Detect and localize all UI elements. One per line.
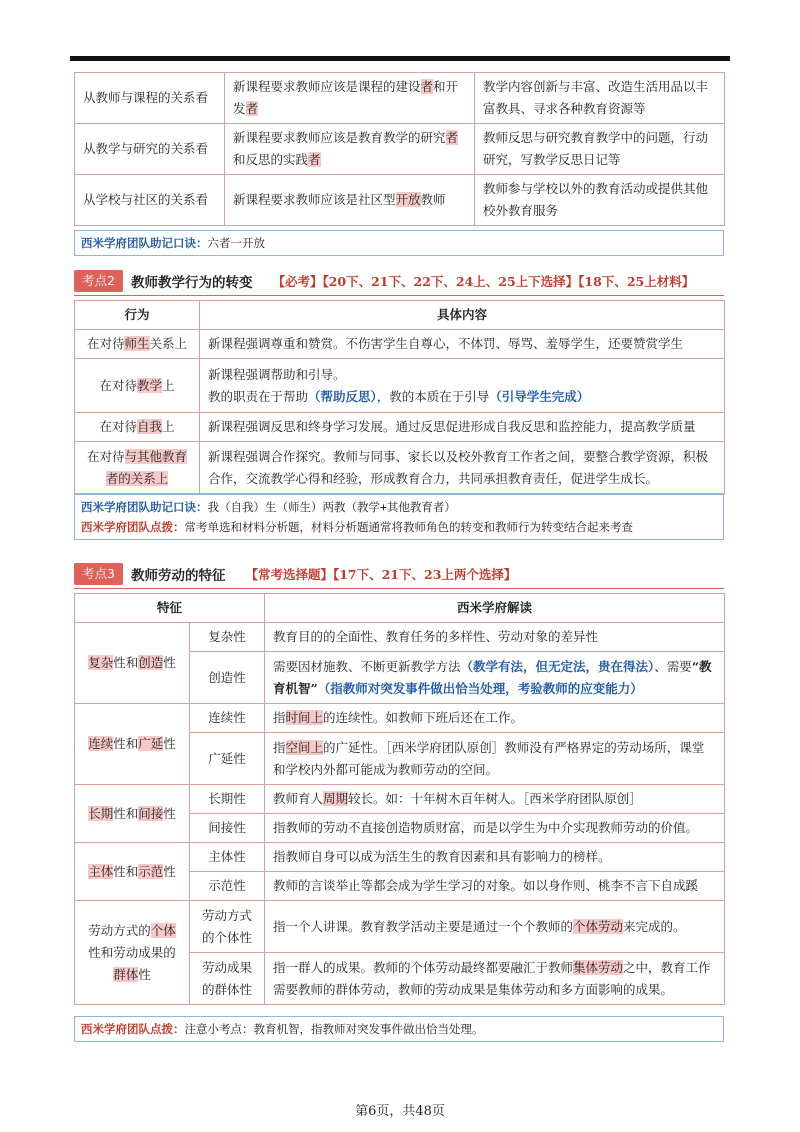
teacher-role-table — [74, 72, 725, 226]
feature-group: 主体性和示范性 — [75, 843, 190, 901]
feature-name: 主体性 — [190, 843, 265, 872]
mnemonic-note-2: 西米学府团队助记口诀：我（自我）生（师生）两教（教学+其他教育者） 西米学府团队点拨：常考单选和材料分析题，材料分析题通常将教师角色的转变和教师行为转变结合起来考查 — [74, 494, 724, 540]
row-header: 从学校与社区的关系看 — [75, 175, 225, 226]
section-title: 教师教学行为的转变 — [130, 275, 253, 291]
feature-name: 复杂性 — [190, 623, 265, 652]
section-3-header — [74, 563, 724, 585]
feature-desc: 教育目的的全面性、教育任务的多样性、劳动对象的差异性 — [265, 623, 725, 652]
feature-name: 劳动方式的个体性 — [190, 901, 265, 953]
role-cell: 新课程要求教师应该是教育教学的研究者和反思的实践者 — [225, 124, 475, 175]
table-header-row — [75, 301, 725, 330]
behavior-cell: 在对待师生关系上 — [75, 330, 200, 359]
column-header: 特征 — [75, 594, 265, 623]
feature-desc: 需要因材施教、不断更新教学方法（教学有法，但无定法，贵在得法）、需要“教育机智”（指教师对突发事件做出恰当处理，考验教师的应变能力） — [265, 652, 725, 704]
content-cell: 新课程强调合作探究。教师与同事、家长以及校外教育工作者之间，要整合教学资源，积极合作，交流教学心得和经验，形成教育合力，共同承担教育责任，促进学生成长。 — [200, 442, 725, 494]
table-row — [75, 124, 725, 175]
table-row — [75, 359, 725, 413]
table-row — [75, 73, 725, 124]
detail-cell: 教师反思与研究教育教学中的问题，行动研究，写教学反思日记等 — [475, 124, 725, 175]
table-row — [75, 623, 725, 652]
feature-name: 长期性 — [190, 785, 265, 814]
table-header-row — [75, 594, 725, 623]
feature-name: 劳动成果的群体性 — [190, 953, 265, 1005]
column-header: 具体内容 — [200, 301, 725, 330]
content-cell: 新课程强调反思和终身学习发展。通过反思促进形成自我反思和监控能力，提高教学质量 — [200, 413, 725, 442]
detail-cell: 教学内容创新与丰富、改造生活用品以丰富教具、寻求各种教育资源等 — [475, 73, 725, 124]
teacher-labor-table — [74, 593, 725, 1005]
feature-desc: 指一个人讲课。教育教学活动主要是通过一个个教师的个体劳动来完成的。 — [265, 901, 725, 953]
feature-name: 连续性 — [190, 704, 265, 733]
column-header: 西米学府解读 — [265, 594, 725, 623]
feature-group: 复杂性和创造性 — [75, 623, 190, 704]
feature-desc: 指时间上的连续性。如教师下班后还在工作。 — [265, 704, 725, 733]
feature-desc: 指教师自身可以成为活生生的教育因素和具有影响力的榜样。 — [265, 843, 725, 872]
feature-desc: 指一群人的成果。教师的个体劳动最终都要融汇于教师集体劳动之中，教育工作需要教师的群体劳动，教师的劳动成果是集体劳动和多方面影响的成果。 — [265, 953, 725, 1005]
table-row — [75, 413, 725, 442]
section-meta: 【常考选择题】【17下、21下、23上两个选择】 — [245, 567, 517, 582]
feature-name: 间接性 — [190, 814, 265, 843]
content-cell: 新课程强调尊重和赞赏。不伤害学生自尊心，不体罚、辱骂、羞辱学生，还要赞赏学生 — [200, 330, 725, 359]
teaching-behavior-table — [74, 300, 725, 494]
feature-name: 示范性 — [190, 872, 265, 901]
row-header: 从教师与课程的关系看 — [75, 73, 225, 124]
feature-name: 创造性 — [190, 652, 265, 704]
feature-desc: 教师育人周期较长。如：十年树木百年树人。［西米学府团队原创］ — [265, 785, 725, 814]
feature-group: 长期性和间接性 — [75, 785, 190, 843]
table-row — [75, 785, 725, 814]
role-cell: 新课程要求教师应该是课程的建设者和开发者 — [225, 73, 475, 124]
section-2-header — [74, 270, 724, 292]
table-row — [75, 442, 725, 494]
top-rule — [70, 56, 730, 61]
behavior-cell: 在对待与其他教育者的关系上 — [75, 442, 200, 494]
feature-desc: 教师的言谈举止等都会成为学生学习的对象。如以身作则、桃李不言下自成蹊 — [265, 872, 725, 901]
table-row — [75, 330, 725, 359]
detail-cell: 教师参与学校以外的教育活动或提供其他校外教育服务 — [475, 175, 725, 226]
tip-note-3: 西米学府团队点拨：注意小考点：教育机智，指教师对突发事件做出恰当处理。 — [74, 1016, 724, 1042]
table-row — [75, 901, 725, 953]
section-meta: 【必考】【20下、21下、22下、24上、25上下选择】【18下、25上材料】 — [272, 274, 695, 289]
content-cell: 新课程强调帮助和引导。 教的职责在于帮助（帮助反思），教的本质在于引导（引导学生完成） — [200, 359, 725, 413]
feature-desc: 指空间上的广延性。［西米学府团队原创］教师没有严格界定的劳动场所，课堂和学校内外都可能成为教师劳动的空间。 — [265, 733, 725, 785]
feature-name: 广延性 — [190, 733, 265, 785]
table-row — [75, 843, 725, 872]
divider — [74, 295, 724, 296]
mnemonic-note-1: 西米学府团队助记口诀：六者一开放 — [74, 230, 724, 256]
row-header: 从教学与研究的关系看 — [75, 124, 225, 175]
table-row — [75, 175, 725, 226]
behavior-cell: 在对待自我上 — [75, 413, 200, 442]
role-cell: 新课程要求教师应该是社区型开放教师 — [225, 175, 475, 226]
section-tag: 考点2 — [74, 270, 123, 292]
behavior-cell: 在对待教学上 — [75, 359, 200, 413]
column-header: 行为 — [75, 301, 200, 330]
feature-group: 连续性和广延性 — [75, 704, 190, 785]
table-row — [75, 704, 725, 733]
section-tag: 考点3 — [74, 563, 123, 585]
feature-desc: 指教师的劳动不直接创造物质财富，而是以学生为中介实现教师劳动的价值。 — [265, 814, 725, 843]
divider — [74, 588, 724, 589]
page-number: 第6页，共48页 — [355, 1104, 445, 1119]
feature-group: 劳动方式的个体性和劳动成果的群体性 — [75, 901, 190, 1005]
section-title: 教师劳动的特征 — [130, 568, 226, 584]
